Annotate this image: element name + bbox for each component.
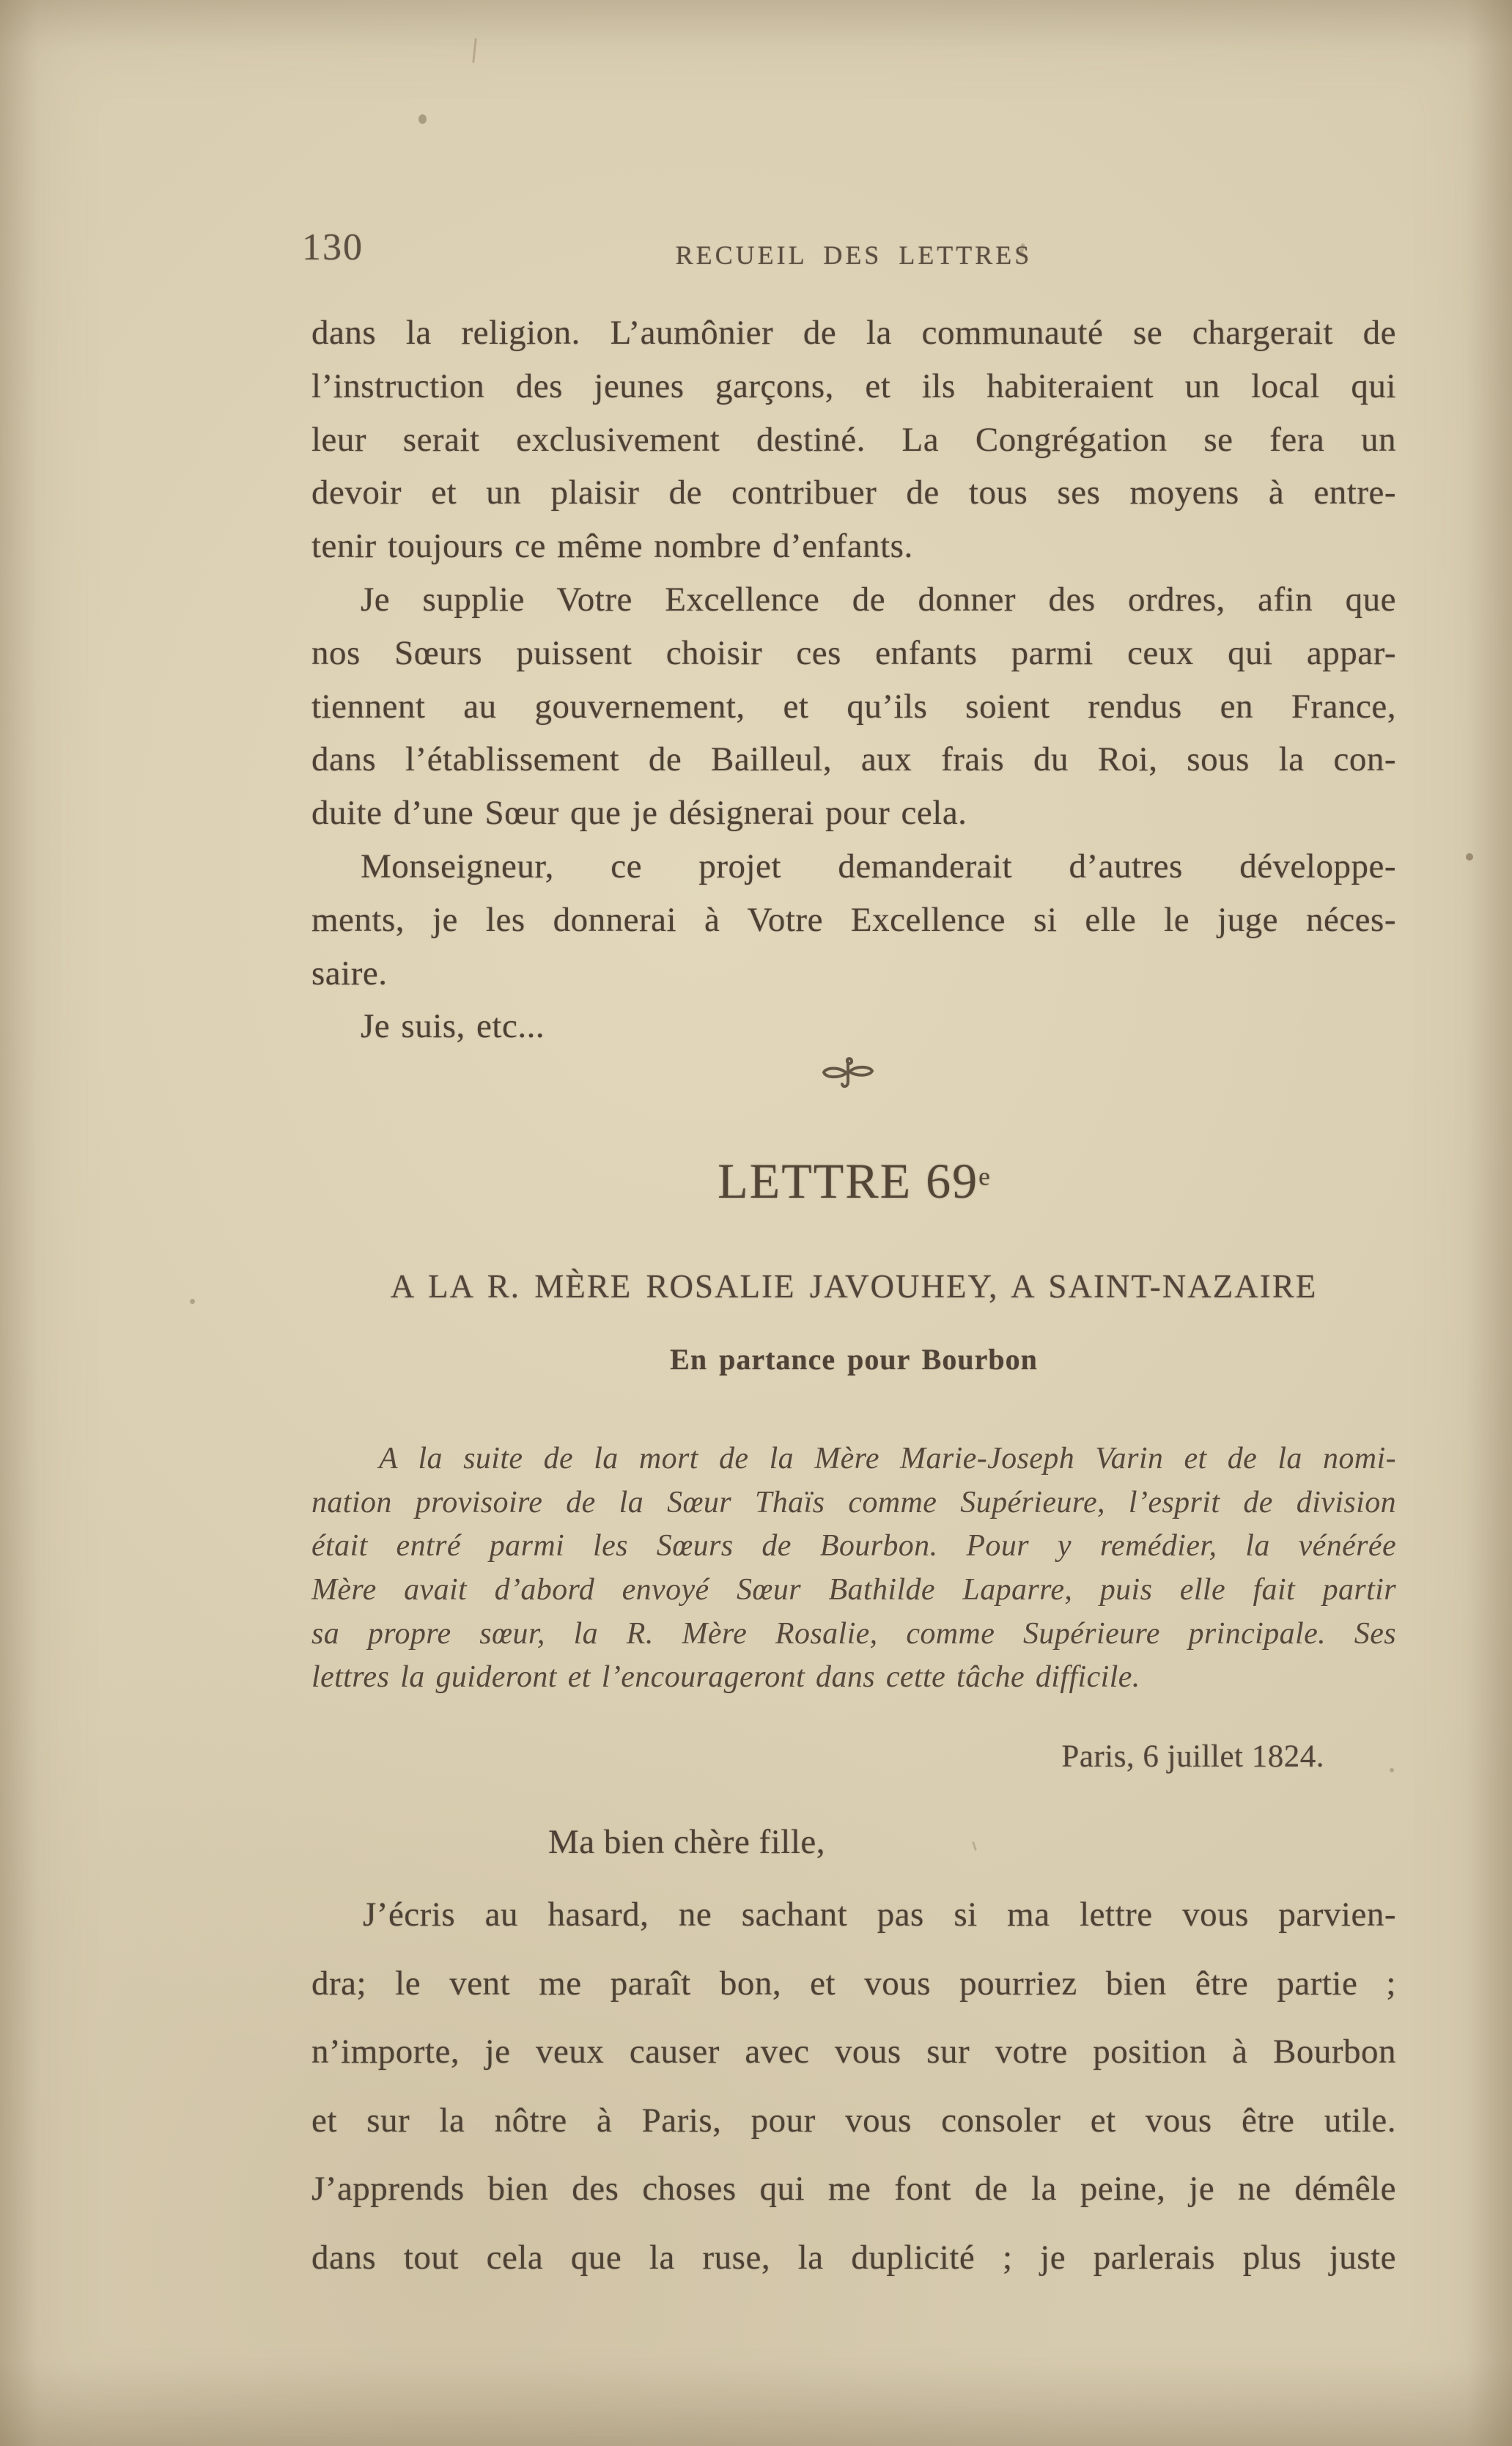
text-line: nos Sœurs puissent choisir ces enfants parmi ceux qui appar- <box>311 633 1396 672</box>
scan-speck <box>472 38 477 63</box>
editorial-preamble <box>311 1437 1396 1700</box>
text-line: J’apprends bien des choses qui me font de la peine, je ne démêle <box>311 2170 1396 2208</box>
text-line: A la suite de la mort de la Mère Marie-Joseph Varin et de la nomi- <box>379 1442 1396 1476</box>
text-line: Mère avait d’abord envoyé Sœur Bathilde Laparre, puis elle fait partir <box>311 1573 1396 1607</box>
scan-speck <box>418 114 427 124</box>
paragraph <box>311 573 1396 840</box>
text-line: et sur la nôtre à Paris, pour vous consoler et vous être utile. <box>311 2101 1396 2140</box>
text-line: leur serait exclusivement destiné. La Congrégation se fera un <box>311 420 1396 459</box>
text-line: dans tout cela que la ruse, la duplicité ; je parlerais plus juste <box>311 2238 1396 2277</box>
letter-closing <box>311 1000 1396 1053</box>
letter-69-body <box>311 1881 1396 2292</box>
scan-speck <box>1466 853 1473 861</box>
text-line: Je suis, etc... <box>361 1007 545 1046</box>
salutation: Ma bien chère fille, <box>548 1823 825 1861</box>
text-line: lettres la guideront et l’encourageront dans cette tâche difficile. <box>311 1660 1140 1695</box>
text-line: était entré parmi les Sœurs de Bourbon. Pour y remédier, la vénérée <box>311 1529 1396 1563</box>
text-line: dra; le vent me paraît bon, et vous pourriez bien être partie ; <box>311 1964 1396 2003</box>
scan-speck <box>972 1841 977 1851</box>
scan-speck <box>190 1299 195 1304</box>
letter-heading-text: LETTRE 69 <box>718 1153 979 1209</box>
addressee-line: A LA R. MÈRE ROSALIE JAVOUHEY, A SAINT-NAZAIRE <box>390 1268 1318 1305</box>
page-number: 130 <box>302 226 364 268</box>
letter-68-ending <box>311 306 1396 1053</box>
text-line: dans la religion. L’aumônier de la communauté se chargerait de <box>311 314 1396 352</box>
text-line: nation provisoire de la Sœur Thaïs comme Supérieure, l’esprit de division <box>311 1485 1396 1519</box>
text-line: dans l’établissement de Bailleul, aux frais du Roi, sous la con- <box>311 740 1396 779</box>
text-line: ments, je les donnerai à Votre Excellence si elle le juge néces- <box>311 900 1396 939</box>
text-line: l’instruction des jeunes garçons, et ils habiteraient un local qui <box>311 366 1396 405</box>
running-title: RECUEIL DES LETTRES <box>675 240 1033 270</box>
text-line: Je supplie Votre Excellence de donner des ordres, afin que <box>361 580 1396 619</box>
scan-speck <box>1390 1768 1394 1772</box>
fleuron-ornament-icon <box>820 1056 876 1092</box>
text-line: devoir et un plaisir de contribuer de tous ses moyens à entre- <box>311 474 1396 512</box>
subtitle-line: En partance pour Bourbon <box>670 1343 1038 1376</box>
dateline: Paris, 6 juillet 1824. <box>1061 1739 1324 1774</box>
text-line: Monseigneur, ce projet demanderait d’autres développe- <box>361 847 1396 885</box>
text-line: tenir toujours ce même nombre d’enfants. <box>311 527 913 566</box>
letter-heading-ordinal: e <box>978 1161 990 1191</box>
text-line: n’importe, je veux causer avec vous sur votre position à Bourbon <box>311 2033 1396 2071</box>
text-line: sa propre sœur, la R. Mère Rosalie, comme Supérieure principale. Ses <box>311 1616 1396 1651</box>
text-line: duite d’une Sœur que je désignerai pour cela. <box>311 794 967 833</box>
paragraph <box>311 306 1396 573</box>
paragraph <box>311 840 1396 1000</box>
text-line: J’écris au hasard, ne sachant pas si ma lettre vous parvien- <box>363 1896 1396 1934</box>
text-line: saire. <box>311 954 388 992</box>
text-line: tiennent au gouvernement, et qu’ils soient rendus en France, <box>311 687 1396 726</box>
letter-heading <box>311 1152 1396 1210</box>
